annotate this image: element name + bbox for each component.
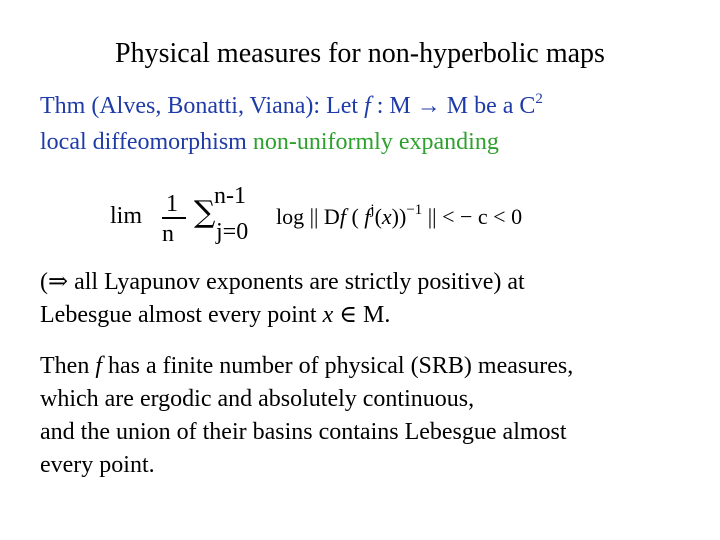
- formula-lim: lim: [110, 203, 143, 229]
- formula-x: x: [381, 204, 392, 229]
- map-symbol: f: [364, 93, 371, 119]
- highlight-nonuniform: non-uniformly expanding: [252, 129, 499, 155]
- formula-f1: f: [339, 204, 346, 229]
- lyapunov-formula: [110, 180, 670, 250]
- point-variable: x: [322, 302, 334, 328]
- formula-close: )): [391, 204, 407, 229]
- paragraph2-line-2: which are ergodic and absolutely continuous,: [40, 386, 475, 412]
- theorem-line-2: [40, 124, 543, 160]
- formula-inverse-superscript: −1: [406, 202, 423, 218]
- paragraph1-line-2: [40, 299, 525, 332]
- theorem-text-a: Let: [320, 93, 365, 119]
- formula-denominator: n: [162, 221, 174, 247]
- paragraph-conclusion: [40, 350, 573, 482]
- theorem-line-1: [40, 88, 543, 124]
- theorem-text-b: : M → M be a C: [370, 93, 536, 119]
- slide-title: Physical measures for non-hyperbolic maps: [115, 38, 605, 69]
- formula-numerator: 1: [166, 191, 178, 217]
- paragraph2-line-3: and the union of their basins contains Lebesgue almost: [40, 419, 567, 445]
- paragraph-lyapunov: [40, 266, 525, 332]
- sum-symbol: ∑: [194, 195, 216, 230]
- formula-f2: f: [364, 204, 371, 229]
- paragraph1-text-end: ∈ M.: [333, 302, 391, 328]
- theorem-text-c: local diffeomorphism: [40, 129, 253, 155]
- paragraph2-map-symbol: f: [95, 353, 102, 379]
- formula-body: [276, 202, 523, 232]
- formula-paren: (: [374, 204, 382, 229]
- paragraph1-text: Lebesgue almost every point: [40, 302, 323, 328]
- sum-upper-limit: n-1: [214, 183, 246, 209]
- paragraph2-line-1: [40, 350, 573, 383]
- formula-open: (: [345, 204, 365, 229]
- theorem-statement: [40, 88, 543, 160]
- paragraph2-then: Then: [40, 353, 96, 379]
- paragraph2-text-1: has a finite number of physical (SRB) measures,: [101, 353, 574, 379]
- smoothness-superscript: 2: [535, 91, 543, 107]
- formula-j-superscript: j: [370, 202, 375, 218]
- sum-lower-limit: j=0: [216, 219, 249, 245]
- formula-tail: || < − c < 0: [422, 204, 523, 229]
- theorem-label: Thm (Alves, Bonatti, Viana):: [40, 93, 321, 119]
- formula-log: log || D: [276, 204, 340, 229]
- paragraph1-line-1: (⇒ all Lyapunov exponents are strictly positive) at: [40, 269, 525, 295]
- paragraph2-line-4: every point.: [40, 452, 155, 478]
- fraction-bar: [162, 217, 186, 219]
